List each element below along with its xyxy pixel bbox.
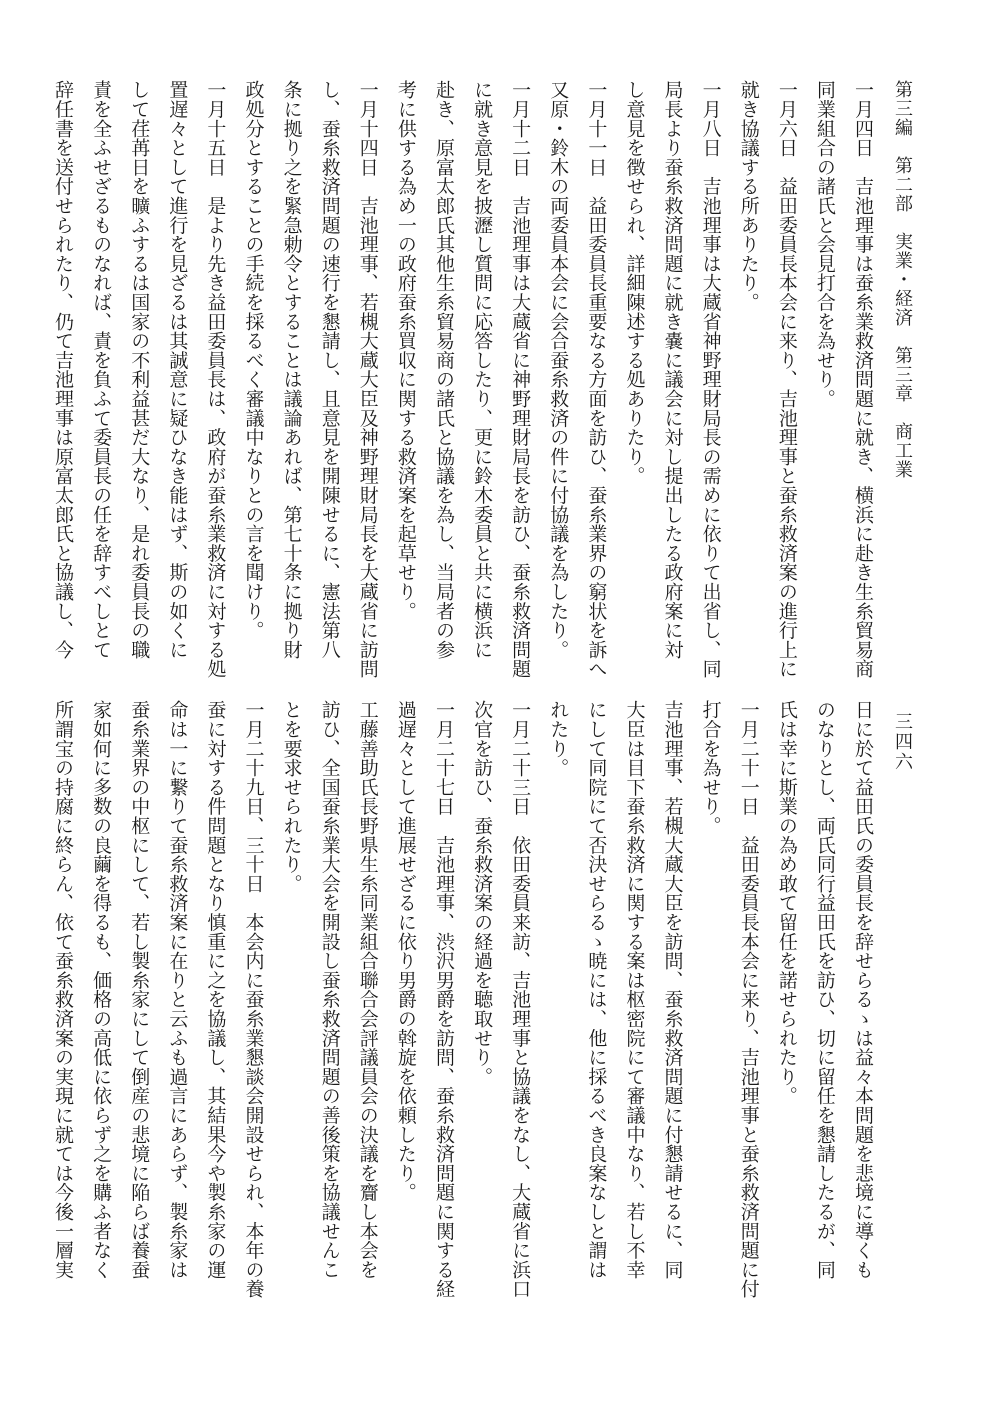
running-head: 第三編 第二部 実業・経済 第三章 商工業 [892, 80, 913, 479]
text-line: 一月十四日 吉池理事、若槻大蔵大臣及神野理財局長を大蔵省に訪問 [356, 80, 379, 679]
text-line: 一月十二日 吉池理事は大蔵省に神野理財局長を訪ひ、蚕糸救済問題 [509, 80, 532, 679]
text-line: し意見を徴せられ、詳細陳述する処ありたり。 [623, 80, 646, 486]
text-line: に就き意見を披瀝し質問に応答したり、更に鈴木委員と共に横浜に [471, 80, 494, 659]
text-line: 局長より蚕糸救済問題に就き嚢に議会に対し提出したる政府案に対 [661, 80, 684, 659]
text-line: 吉池理事、若槻大蔵大臣を訪問、蚕糸救済問題に付懇請せるに、同 [661, 700, 684, 1279]
text-line: 蚕糸業界の中枢にして、若し製糸家にして倒産の悲境に陥らば養蚕 [128, 700, 151, 1279]
text-line: 辞任書を送付せられたり、仍て吉池理事は原富太郎氏と協議し、今 [52, 80, 75, 659]
text-line: 一月二十七日 吉池理事、渋沢男爵を訪問、蚕糸救済問題に関する経 [432, 700, 455, 1299]
text-line: 一月十一日 益田委員長重要なる方面を訪ひ、蚕糸業界の窮状を訴へ [585, 80, 608, 679]
text-line: して荏苒日を曠ふするは国家の不利益甚だ大なり、是れ委員長の職 [128, 80, 151, 659]
text-line: 日に於て益田氏の委員長を辞せらるゝは益々本問題を悲境に導くも [852, 700, 874, 1279]
text-line: 次官を訪ひ、蚕糸救済案の経過を聴取せり。 [471, 700, 494, 1086]
text-line: し、蚕糸救済問題の速行を懇請し、且意見を開陳せるに、憲法第八 [318, 80, 341, 659]
text-line: 所謂宝の持腐に終らん、依て蚕糸救済案の実現に就ては今後一層実 [52, 700, 75, 1279]
text-line: 置遅々として進行を見ざるは其誠意に疑ひなき能はず、斯の如くに [166, 80, 189, 659]
text-line: にして同院にて否決せらるゝ暁には、他に採るべき良案なしと謂は [585, 700, 608, 1279]
text-line: 家如何に多数の良繭を得るも、価格の高低に依らず之を購ふ者なく [90, 700, 113, 1279]
lower-text-block [52, 700, 882, 1310]
text-line: 訪ひ、全国蚕糸業大会を開設し蚕糸救済問題の善後策を協議せんこ [318, 700, 341, 1279]
text-line: 条に拠り之を緊急勅令とすることは議論あれば、第七十条に拠り財 [280, 80, 303, 659]
text-line: 政処分とすることの手続を採るべく審議中なりとの言を聞けり。 [242, 80, 265, 640]
text-line: 赴き、原富太郎氏其他生糸貿易商の諸氏と協議を為し、当局者の参 [432, 80, 455, 659]
text-line: とを要求せられたり。 [280, 700, 303, 893]
text-line: 命は一に繋りて蚕糸救済案に在りと云ふも過言にあらず、製糸家は [166, 700, 189, 1279]
text-line: 蚕に対する件問題となり慎重に之を協議し、其結果今や製糸家の運 [204, 700, 227, 1279]
text-line: 一月六日 益田委員長本会に来り、吉池理事と蚕糸救済案の進行上に [775, 80, 798, 679]
text-line: 一月二十一日 益田委員長本会に来り、吉池理事と蚕糸救済問題に付 [737, 700, 760, 1299]
text-line: 又原・鈴木の両委員本会に会合蚕糸救済の件に付協議を為したり。 [547, 80, 570, 659]
text-line: 大臣は目下蚕糸救済に関する案は枢密院にて審議中なり、若し不幸 [623, 700, 646, 1279]
text-line: 一月二十九日、三十日 本会内に蚕糸業懇談会開設せられ、本年の養 [242, 700, 265, 1299]
text-line: 過遅々として進展せざるに依り男爵の斡旋を依頼したり。 [394, 700, 417, 1202]
text-line: 工藤善助氏長野県生糸同業組合聯合会評議員会の決議を齎し本会を [356, 700, 379, 1279]
page-number: 三四六 [892, 712, 913, 772]
text-line: 就き協議する所ありたり。 [737, 80, 760, 312]
text-line: れたり。 [547, 700, 570, 778]
text-line: 一月二十三日 依田委員来訪、吉池理事と協議をなし、大蔵省に浜口 [509, 700, 532, 1299]
text-line: のなりとし、両氏同行益田氏を訪ひ、切に留任を懇請したるが、同 [813, 700, 836, 1279]
text-line: 責を全ふせざるものなれば、責を負ふて委員長の任を辞すべしとて [90, 80, 113, 659]
upper-text-block [52, 80, 882, 679]
text-line: 一月四日 吉池理事は蚕糸業救済問題に就き、横浜に赴き生糸貿易商 [852, 80, 874, 679]
text-line: 考に供する為め一の政府蚕糸買収に関する救済案を起草せり。 [394, 80, 417, 621]
text-line: 同業組合の諸氏と会見打合を為せり。 [813, 80, 836, 409]
text-line: 一月八日 吉池理事は大蔵省神野理財局長の需めに依りて出省し、同 [699, 80, 722, 679]
text-line: 打合を為せり。 [699, 700, 722, 836]
text-line: 一月十五日 是より先き益田委員長は、政府が蚕糸業救済に対する処 [204, 80, 227, 679]
text-line: 氏は幸に斯業の為め敢て留任を諾せられたり。 [775, 700, 798, 1106]
